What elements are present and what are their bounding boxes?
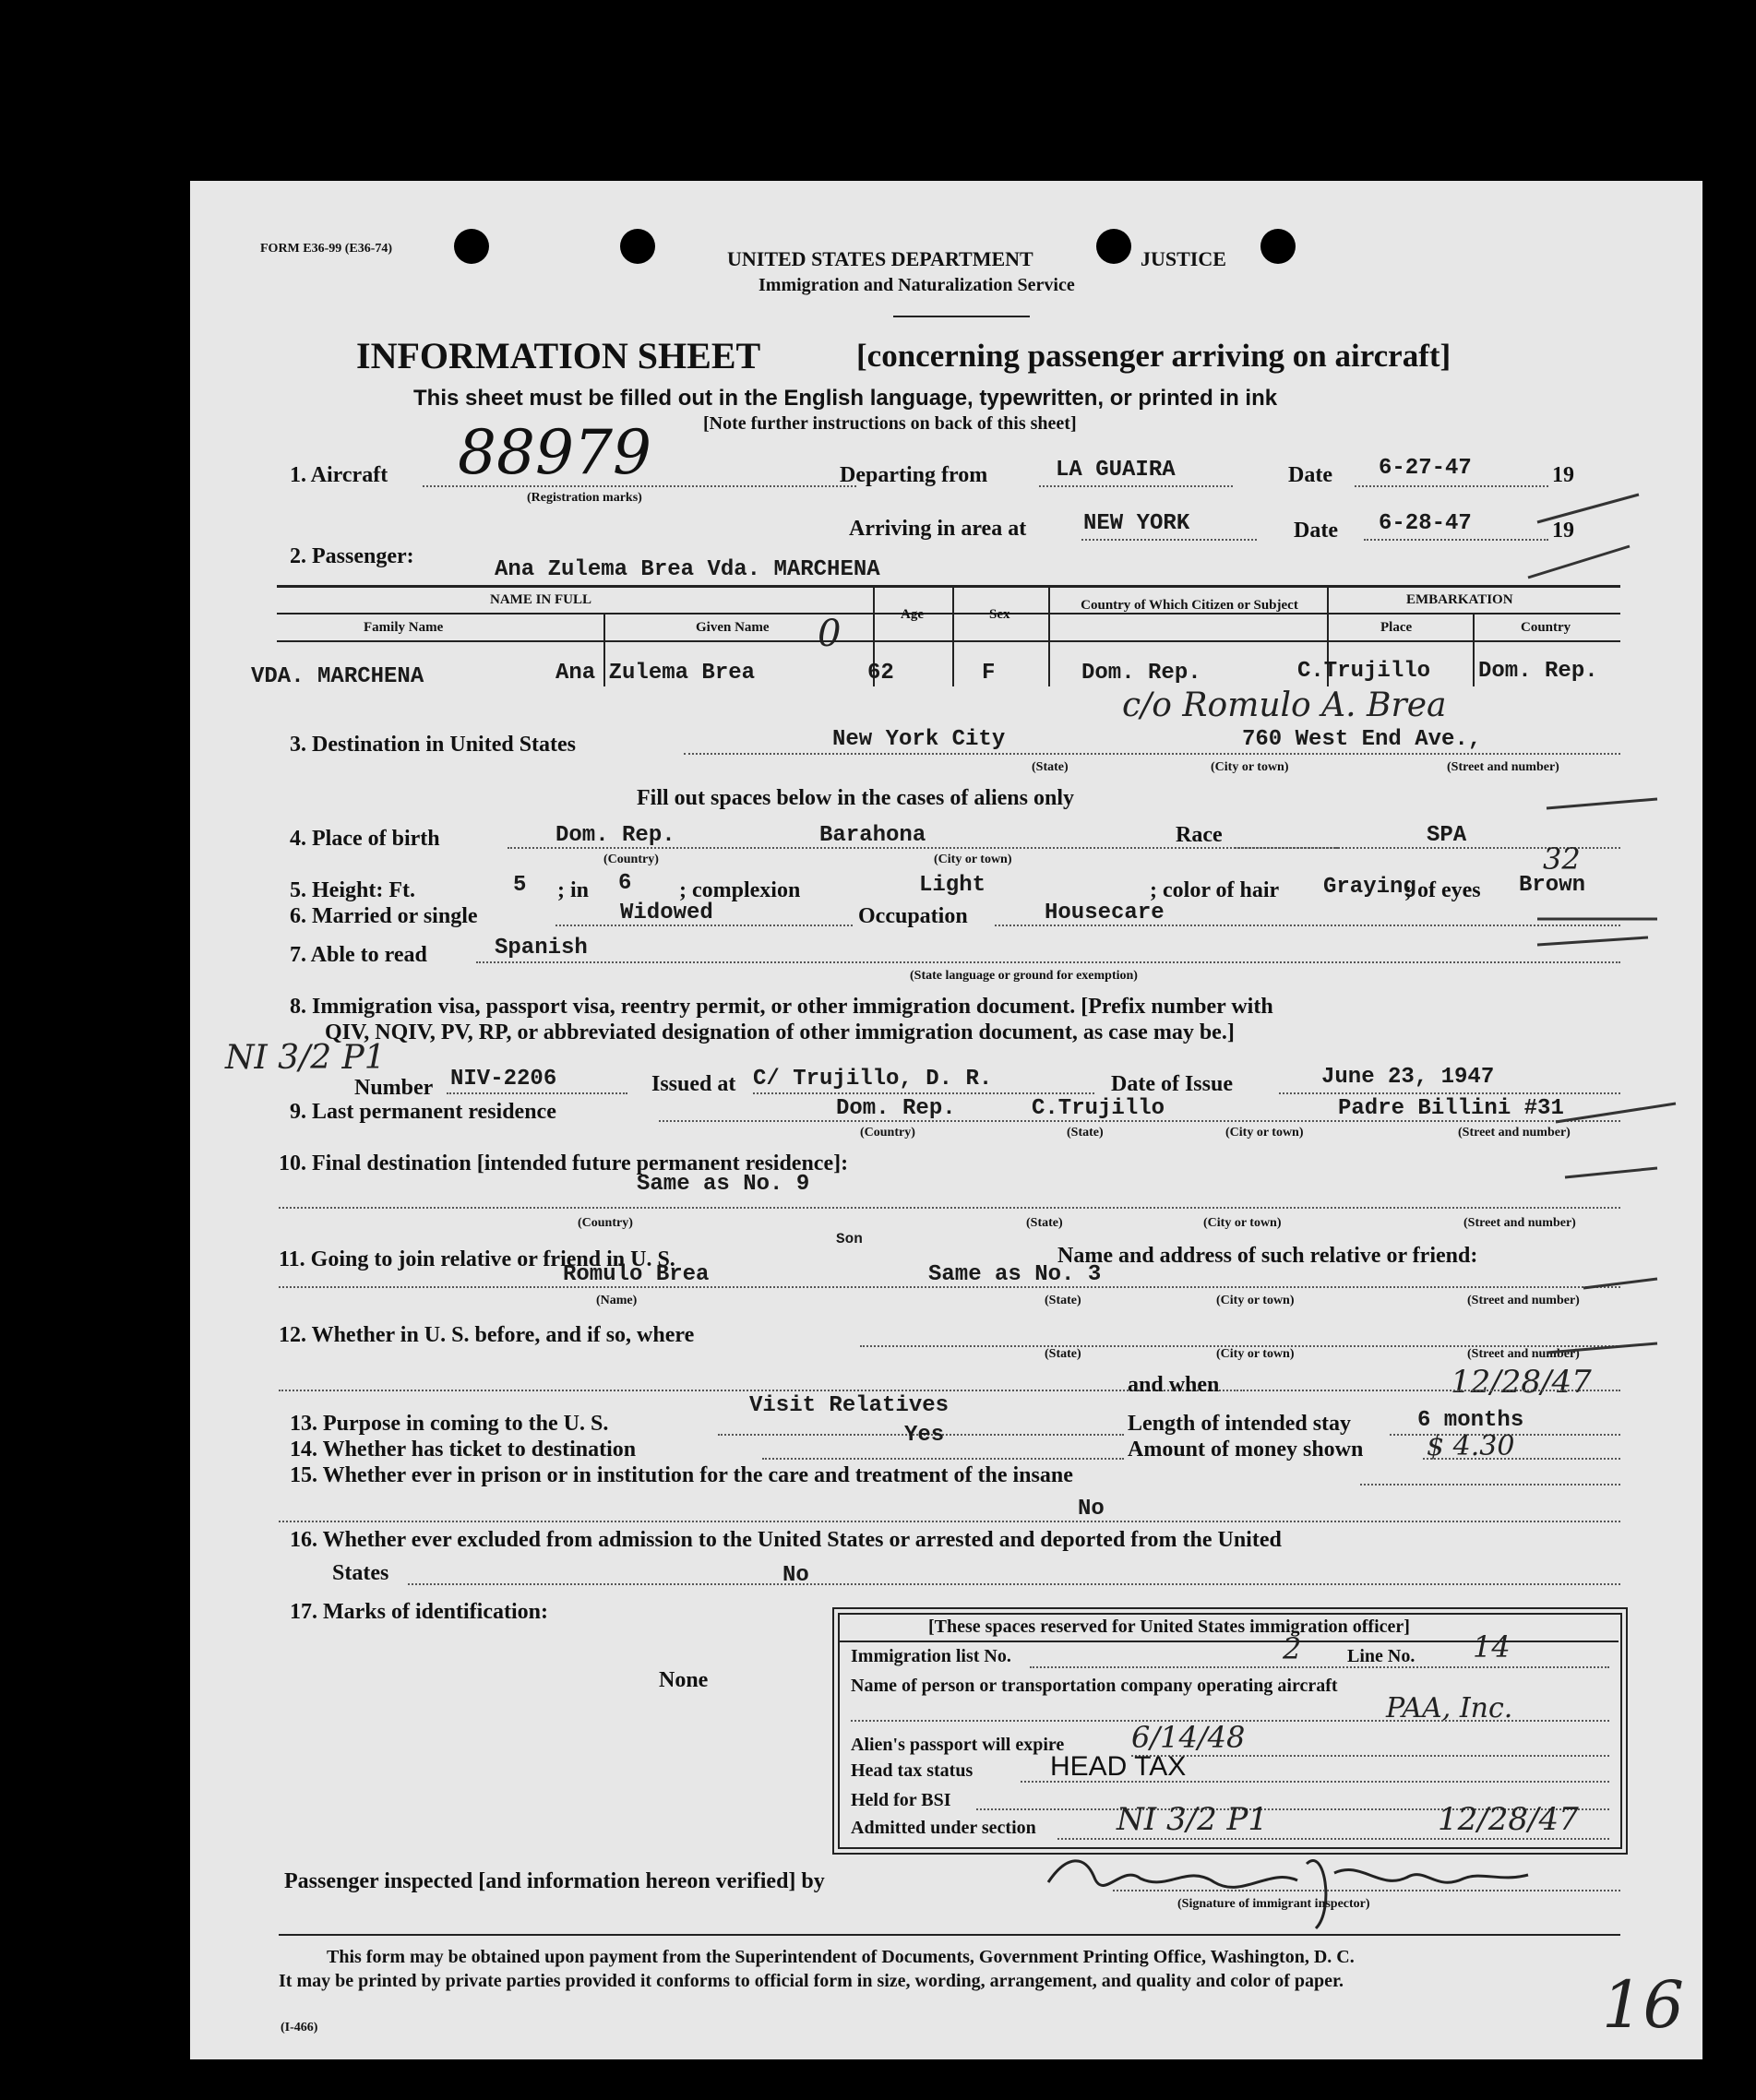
row-given-name: Ana Zulema Brea — [555, 661, 756, 686]
arriving-year: 19 — [1552, 519, 1574, 543]
passport-label: Alien's passport will expire — [851, 1735, 1065, 1755]
height-feet: 5 — [513, 873, 527, 898]
punch-hole — [620, 229, 655, 264]
residence-cap-state: (State) — [1067, 1126, 1104, 1139]
departing-value: LA GUAIRA — [1056, 458, 1176, 483]
residence-cap-country: (Country) — [860, 1126, 915, 1139]
arriving-label: Arriving in area at — [849, 517, 1027, 541]
final-cap-city: (City or town) — [1203, 1216, 1282, 1230]
before-cap-state: (State) — [1045, 1347, 1081, 1361]
aircraft-label: 1. Aircraft — [290, 463, 388, 487]
th-name-in-full: NAME IN FULL — [490, 592, 592, 607]
bsi-label: Held for BSI — [851, 1790, 951, 1810]
instruction-line: This sheet must be filled out in the English language, typewritten, or printed in ink — [413, 386, 1278, 411]
hair-value: Graying — [1323, 875, 1416, 900]
before-cap-street: (Street and number) — [1467, 1347, 1580, 1361]
purpose-label: 13. Purpose in coming to the U. S. — [290, 1412, 609, 1436]
departing-date-label: Date — [1288, 463, 1332, 487]
department-name-end: JUSTICE — [1141, 247, 1226, 270]
destination-care-of: c/o Romulo A. Brea — [1122, 686, 1447, 724]
race-value: SPA — [1427, 823, 1467, 848]
destination-cap-city: (City or town) — [1211, 760, 1289, 774]
marital-value: Widowed — [620, 901, 713, 925]
ticket-label: 14. Whether has ticket to destination — [290, 1438, 637, 1462]
height-label: 5. Height: Ft. — [290, 878, 415, 902]
departing-date: 6-27-47 — [1379, 456, 1472, 481]
form-number: FORM E36-99 (E36-74) — [260, 242, 393, 256]
occupation-value: Housecare — [1045, 901, 1165, 925]
inspected-label: Passenger inspected [and information hereon verified] by — [284, 1869, 825, 1893]
prison-label: 15. Whether ever in prison or in institution for the care and treatment of the insane — [290, 1463, 1073, 1487]
aircraft-registration: 88979 — [458, 417, 651, 488]
visa-margin-note: NI 3/2 P1 — [225, 1039, 386, 1077]
complexion-value: Light — [919, 873, 986, 898]
issued-label: Issued at — [651, 1072, 736, 1096]
join-name: Romulo Brea — [563, 1262, 710, 1287]
height-inches: 6 — [618, 871, 632, 896]
excluded-value: No — [782, 1563, 809, 1588]
officer-box-heading: [These spaces reserved for United States immigration officer] — [928, 1617, 1410, 1637]
page-title: INFORMATION SHEET — [356, 335, 761, 376]
arriving-date-label: Date — [1294, 519, 1338, 543]
issue-date: June 23, 1947 — [1321, 1065, 1495, 1090]
hair-label: ; color of hair — [1150, 878, 1280, 902]
passenger-label: 2. Passenger: — [290, 544, 414, 568]
visa-line2: QIV, NQIV, PV, RP, or abbreviated designation of other immigration document, as case may be.] — [325, 1020, 1235, 1044]
before-when-value: 12/28/47 — [1451, 1364, 1592, 1401]
row-sex: F — [982, 661, 996, 686]
inspector-signature — [1030, 1827, 1547, 1938]
marital-label: 6. Married or single — [290, 904, 478, 928]
residence-cap-street: (Street and number) — [1458, 1126, 1571, 1139]
page-subtitle: [concerning passenger arriving on aircraft] — [856, 338, 1451, 374]
join-cap-state: (State) — [1045, 1294, 1081, 1307]
join-address: Same as No. 3 — [928, 1262, 1102, 1287]
list-label: Immigration list No. — [851, 1646, 1011, 1666]
final-destination-label: 10. Final destination [intended future permanent residence]: — [279, 1151, 849, 1175]
marks-value: None — [659, 1668, 709, 1692]
extra-mark: 32 — [1543, 841, 1581, 877]
department-name: UNITED STATES DEPARTMENT — [727, 247, 1033, 270]
join-cap-name: (Name) — [596, 1294, 638, 1307]
th-country: Country — [1521, 620, 1571, 635]
given-name-mark: 0 — [818, 613, 842, 655]
footer-line1: This form may be obtained upon payment from the Superintendent of Documents, Government Printing Office, Washington, D. C. — [327, 1947, 1355, 1967]
visa-line1: 8. Immigration visa, passport visa, reentry permit, or other immigration document. [Prefix number with — [290, 995, 1273, 1019]
row-country: Dom. Rep. — [1478, 659, 1598, 684]
residence-country: Dom. Rep. — [836, 1096, 956, 1121]
prison-value: No — [1078, 1497, 1105, 1521]
final-destination-value: Same as No. 9 — [637, 1172, 810, 1197]
stay-label: Length of intended stay — [1128, 1412, 1352, 1436]
destination-label: 3. Destination in United States — [290, 733, 577, 757]
list-value: 2 — [1283, 1631, 1302, 1666]
company-value: PAA, Inc. — [1386, 1692, 1513, 1724]
th-place: Place — [1380, 620, 1413, 635]
birth-city: Barahona — [819, 823, 926, 848]
service-name: Immigration and Naturalization Service — [759, 275, 1075, 295]
issued-at: C/ Trujillo, D. R. — [753, 1067, 993, 1092]
marks-label: 17. Marks of identification: — [290, 1600, 548, 1624]
stay-value: 6 months — [1417, 1408, 1524, 1433]
margin-check-marks — [1519, 421, 1694, 1436]
line-value: 14 — [1473, 1629, 1511, 1664]
th-country-citizen: Country of Which Citizen or Subject — [1081, 598, 1298, 613]
residence-cap-city: (City or town) — [1225, 1126, 1304, 1139]
header-rule — [893, 316, 1030, 317]
destination-cap-state: (State) — [1032, 760, 1069, 774]
th-given-name: Given Name — [696, 620, 770, 635]
row-family-name: VDA. MARCHENA — [251, 664, 424, 689]
birth-cap-country: (Country) — [603, 853, 659, 866]
residence-street: Padre Billini #31 — [1338, 1096, 1564, 1121]
registration-caption: (Registration marks) — [527, 491, 642, 505]
birth-label: 4. Place of birth — [290, 827, 440, 851]
join-label: 11. Going to join relative or friend in U. S. — [279, 1247, 675, 1271]
headtax-label: Head tax status — [851, 1760, 974, 1781]
race-label: Race — [1176, 823, 1223, 847]
admitted-label: Admitted under section — [851, 1818, 1036, 1838]
destination-street: 760 West End Ave., — [1242, 727, 1482, 752]
th-embarkation: EMBARKATION — [1406, 592, 1513, 607]
punch-hole — [1260, 229, 1296, 264]
before-cap-city: (City or town) — [1216, 1347, 1295, 1361]
residence-city: C.Trujillo — [1032, 1096, 1165, 1121]
punch-hole — [454, 229, 489, 264]
read-value: Spanish — [495, 936, 588, 961]
money-value: $ 4.30 — [1427, 1430, 1515, 1462]
row-age: 62 — [867, 661, 894, 686]
th-family-name: Family Name — [364, 620, 444, 635]
excluded-line1: 16. Whether ever excluded from admission to the United States or arrested and deported from the United — [290, 1528, 1282, 1552]
page-mark: 16 — [1602, 1967, 1685, 2043]
punch-hole — [1096, 229, 1131, 264]
complexion-label: ; complexion — [679, 878, 801, 902]
join-name-label: Name and address of such relative or friend: — [1057, 1244, 1478, 1268]
birth-country: Dom. Rep. — [555, 823, 675, 848]
inches-label: ; in — [557, 878, 590, 902]
headtax-stamp: HEAD TAX — [1050, 1751, 1187, 1782]
before-when-label: and when — [1128, 1373, 1220, 1397]
line-label: Line No. — [1347, 1646, 1416, 1666]
departing-label: Departing from — [840, 463, 988, 487]
passenger-full-name: Ana Zulema Brea Vda. MARCHENA — [495, 557, 880, 582]
aliens-heading: Fill out spaces below in the cases of aliens only — [637, 786, 1075, 810]
eyes-value: Brown — [1519, 873, 1586, 898]
passport-value: 6/14/48 — [1131, 1720, 1246, 1755]
residence-label: 9. Last permanent residence — [290, 1100, 556, 1124]
row-citizen: Dom. Rep. — [1081, 661, 1201, 686]
birth-cap-city: (City or town) — [934, 853, 1012, 866]
ticket-value: Yes — [904, 1423, 945, 1448]
join-cap-street: (Street and number) — [1467, 1294, 1580, 1307]
instruction-note: [Note further instructions on back of this sheet] — [703, 413, 1077, 434]
th-sex: Sex — [989, 607, 1010, 622]
issue-date-label: Date of Issue — [1111, 1072, 1233, 1096]
final-cap-state: (State) — [1026, 1216, 1063, 1230]
eyes-label: ; of eyes — [1404, 878, 1481, 902]
th-age: Age — [901, 607, 924, 622]
excluded-line2: States — [332, 1561, 389, 1585]
visa-number: NIV-2206 — [450, 1067, 557, 1092]
admitted-value: NI 3/2 P1 — [1117, 1801, 1269, 1838]
visa-number-label: Number — [354, 1076, 434, 1100]
final-cap-street: (Street and number) — [1463, 1216, 1576, 1230]
read-label: 7. Able to read — [290, 943, 427, 967]
occupation-label: Occupation — [858, 904, 968, 928]
company-label: Name of person or transportation company operating aircraft — [851, 1676, 1338, 1696]
money-label: Amount of money shown — [1128, 1438, 1364, 1462]
before-label: 12. Whether in U. S. before, and if so, where — [279, 1323, 695, 1347]
join-cap-city: (City or town) — [1216, 1294, 1295, 1307]
departing-year: 19 — [1552, 463, 1574, 487]
footer-code: (I-466) — [281, 2021, 318, 2034]
read-caption: (State language or ground for exemption) — [910, 969, 1138, 983]
destination-state: New York City — [832, 727, 1006, 752]
purpose-value: Visit Relatives — [749, 1393, 950, 1418]
final-cap-country: (Country) — [578, 1216, 633, 1230]
information-sheet — [190, 181, 1702, 2059]
arriving-value: NEW YORK — [1083, 511, 1190, 536]
admitted-date: 12/28/47 — [1438, 1801, 1579, 1838]
join-relation: Son — [836, 1231, 863, 1247]
arriving-date: 6-28-47 — [1379, 511, 1472, 536]
destination-cap-street: (Street and number) — [1447, 760, 1559, 774]
row-place: C.Trujillo — [1297, 659, 1431, 684]
inspected-caption: (Signature of immigrant inspector) — [1177, 1897, 1370, 1911]
footer-line2: It may be printed by private parties provided it conforms to official form in size, wording, arrangement, and quality and color of paper. — [279, 1971, 1344, 1991]
